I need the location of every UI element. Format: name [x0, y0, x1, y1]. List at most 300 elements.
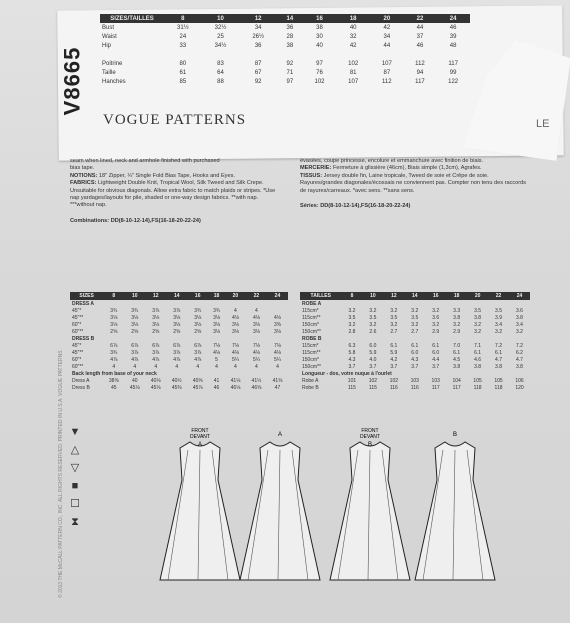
yardage-row-label: 115cm**	[302, 349, 321, 356]
yardage-group-row	[300, 300, 530, 307]
yardage-header-cell: TAILLES	[300, 292, 342, 300]
yardage-cell: 6⅞	[110, 342, 118, 349]
size-cell: 28	[286, 33, 294, 40]
size-cell: 38	[286, 42, 294, 49]
yardage-cell: 3¾	[131, 307, 139, 314]
yardage-cell: 3.8	[474, 363, 482, 370]
back-length-row	[70, 384, 288, 391]
size-row-label: Poitrine	[102, 60, 123, 67]
size-header-cell: 10	[202, 14, 240, 23]
yardage-cell: 2.9	[432, 328, 440, 335]
yardage-cell: 4⅞	[173, 356, 181, 363]
yardage-cell: 3.8	[453, 314, 461, 321]
back-length-row	[300, 384, 530, 391]
yardage-cell: 4	[276, 363, 279, 370]
size-cell: 44	[383, 42, 391, 49]
brand-logo: VOGUE PATTERNS	[103, 112, 247, 128]
yardage-cell: 3.2	[495, 328, 502, 335]
yardage-cell: 3.2	[474, 328, 482, 335]
yardage-cell: 3⅛	[273, 328, 281, 335]
yardage-cell: 3⅛	[152, 314, 160, 321]
yardage-cell: 2.6	[369, 328, 377, 335]
yardage-cell: 4⅛	[273, 314, 281, 321]
yardage-cell: 3⅛	[173, 321, 181, 328]
desc-line: bias tape.	[70, 165, 95, 172]
desc-line-fr: évasées, coupe princesse, encolure et emmanchure avec finition de biais.	[300, 158, 484, 164]
back-length-cell: 120	[515, 384, 524, 391]
legend-symbol-icon: ☐	[70, 498, 80, 510]
back-length-cell: 104	[452, 377, 461, 384]
yardage-cell: 7.2	[495, 342, 502, 349]
yardage-cell: 2⅝	[131, 328, 139, 335]
yardage-cell: 4⅞	[110, 356, 118, 363]
size-cell	[303, 50, 337, 59]
yardage-row	[300, 349, 530, 356]
size-cell: 34½	[214, 42, 227, 49]
french-description	[300, 158, 530, 210]
size-cell: 40	[316, 42, 323, 49]
size-row	[100, 77, 470, 86]
size-cell	[404, 50, 437, 59]
back-length-cell: 101	[347, 377, 357, 384]
back-length-cell: 40½	[171, 377, 182, 384]
yardage-cell: 4.7	[495, 356, 502, 363]
size-header-cell: 14	[277, 14, 303, 23]
yardage-cell: 3.2	[474, 321, 482, 328]
yardage-group-title: ROBE A	[302, 300, 322, 307]
yardage-cell: 3.9	[495, 314, 502, 321]
size-cell	[370, 50, 404, 59]
back-length-cell: 117	[452, 384, 461, 391]
yardage-cell: 4.6	[474, 356, 482, 363]
notions-text: 18" Zipper, ¼" Single Fold Bias Tape, Hooks and Eyes.	[98, 172, 235, 179]
dress-sketch	[240, 432, 320, 580]
yardage-cell: 3.2	[369, 307, 377, 314]
yardage-cell: 4⅞	[194, 356, 202, 363]
yardage-cell: 3.7	[348, 363, 356, 370]
yardage-cell: 2.9	[453, 328, 461, 335]
yardage-cell: 4.4	[432, 356, 440, 363]
yardage-row-label: 60"*	[72, 356, 82, 363]
size-cell: 42	[383, 24, 391, 31]
yardage-cell: 3.2	[348, 307, 356, 314]
yardage-cell: 3⅛	[231, 328, 239, 335]
legend-symbol-icon: ▽	[70, 462, 80, 474]
english-description	[70, 158, 280, 225]
yardage-group-row	[70, 300, 288, 307]
tissus-heading: TISSUS:	[300, 172, 323, 179]
fabrics-heading: FABRICS:	[70, 180, 97, 187]
series-text: Séries: DD(8-10-12-14),FS(16-18-20-22-24)	[300, 203, 411, 210]
yardage-row-label: 150cm*	[302, 321, 319, 328]
yardage-cell: 4	[234, 363, 237, 370]
size-cell: 92	[286, 60, 294, 67]
yardage-cell: 4⅛	[252, 349, 260, 356]
yardage-cell: 3⅞	[173, 349, 181, 356]
sketch-letter: A	[277, 432, 283, 438]
size-row	[100, 41, 470, 50]
size-cell: 99	[449, 69, 457, 76]
back-length-cell: 116	[389, 384, 398, 391]
yardage-cell: 4⅞	[131, 356, 139, 363]
size-row-label: Hip	[102, 42, 112, 49]
back-length-cell: 102	[368, 377, 378, 384]
yardage-row	[300, 363, 530, 370]
yardage-cell: 3⅛	[213, 321, 221, 328]
yardage-cell: 6.0	[411, 349, 419, 356]
yardage-header-cell: 12	[145, 292, 166, 300]
yardage-cell: 3.2	[411, 321, 419, 328]
yardage-cell: 4.3	[411, 356, 419, 363]
size-cell: 64	[217, 69, 224, 76]
yardage-row-label: 115cm*	[302, 342, 319, 349]
yardage-cell: 3⅞	[152, 307, 160, 314]
size-cell: 85	[179, 78, 187, 85]
combinations-text: Combinations: DD(8-10-12-14),FS(16-18-20-22-24)	[70, 217, 201, 224]
dress-sketch	[330, 428, 410, 580]
size-cell: 92	[254, 78, 262, 85]
yardage-row-label: 45"*	[72, 307, 82, 314]
tissus-text: Jersey double fin, Laine tropicale, Tweed de soie et Crêpe de soie. Rayures/grandes diagonales/écossais ne conviennent pas. Compter non tenu des raccords de rayures/carreaux. *avec sens. **sans sens.	[300, 172, 527, 194]
yardage-cell: 3⅜	[273, 321, 281, 328]
back-length-cell: 105	[473, 377, 482, 384]
yardage-cell: 3¾	[110, 349, 118, 356]
yardage-cell: 4	[175, 363, 179, 370]
legend-symbol-icon: ⧗	[71, 516, 79, 528]
size-header-label: SIZES/TAILLES	[100, 14, 164, 23]
back-length-label: Robe A	[302, 377, 319, 384]
yardage-cell: 4.2	[390, 356, 398, 363]
yardage-row	[70, 363, 288, 370]
yardage-group-title: DRESS B	[72, 335, 95, 342]
yardage-header-cell: 10	[124, 292, 145, 300]
yardage-header-cell: SIZES	[70, 292, 103, 300]
yardage-group-title: DRESS A	[72, 300, 95, 307]
dress-sketches	[140, 420, 560, 620]
back-length-cell: 41⅛	[230, 377, 241, 384]
yardage-cell: 3.8	[495, 363, 502, 370]
size-cell: 87	[383, 69, 391, 76]
yardage-cell: 3.5	[348, 314, 356, 321]
yardage-row	[300, 356, 530, 363]
size-cell: 25	[217, 33, 224, 40]
back-length-cell: 118	[494, 384, 503, 391]
yardage-cell: 3⅛	[131, 314, 139, 321]
size-header-cell: 16	[303, 14, 337, 23]
back-length-heading: Back length from base of your neck	[72, 370, 157, 377]
yardage-cell: 3⅛	[213, 314, 221, 321]
yardage-cell: 3.3	[453, 307, 461, 314]
yardage-cell: 3.2	[432, 321, 440, 328]
yardage-row-label: 45"**	[72, 349, 84, 356]
yardage-header-cell: 16	[187, 292, 208, 300]
yardage-row-label: 60"**	[72, 363, 84, 370]
back-length-cell: 116	[410, 384, 419, 391]
back-length-cell: 106	[515, 377, 524, 384]
yardage-row	[70, 342, 288, 349]
yardage-cell	[267, 307, 288, 314]
yardage-row	[300, 321, 530, 328]
yardage-header-cell: 16	[425, 292, 446, 300]
yardage-cell: 5	[215, 356, 218, 363]
yardage-row	[70, 314, 288, 321]
yardage-cell: 4⅞	[152, 356, 160, 363]
yardage-cell: 6.1	[390, 342, 398, 349]
yardage-cell: 3.2	[390, 307, 398, 314]
back-length-cell: 41½	[251, 377, 262, 384]
yardage-cell: 6.1	[453, 349, 461, 356]
back-length-row	[300, 377, 530, 384]
size-cell: 61	[179, 69, 187, 76]
yardage-cell: 2.8	[348, 328, 356, 335]
size-cell: 44	[416, 24, 424, 31]
yardage-cell: 7⅛	[273, 342, 281, 349]
yardage-row-label: 150cm**	[302, 363, 321, 370]
back-length-cell: 103	[431, 377, 440, 384]
size-cell: 76	[316, 69, 323, 76]
yardage-cell: 3.7	[369, 363, 377, 370]
yardage-row	[70, 349, 288, 356]
yardage-cell: 3.2	[432, 307, 440, 314]
back-length-cell: 46	[213, 384, 220, 391]
yardage-cell: 3⅛	[152, 321, 160, 328]
back-length-heading-row	[300, 370, 530, 377]
yardage-header-cell: 20	[467, 292, 488, 300]
yardage-cell: 3⅞	[131, 349, 139, 356]
back-length-cell: 117	[431, 384, 440, 391]
yardage-cell: 3.8	[516, 363, 523, 370]
size-cell: 97	[316, 60, 323, 67]
yardage-cell: 3.5	[411, 314, 419, 321]
yardage-cell: 7.1	[474, 342, 482, 349]
size-cell: 32	[349, 33, 357, 40]
symbol-legend	[68, 425, 90, 528]
yardage-cell: 4	[196, 363, 200, 370]
size-cell: 38	[316, 24, 323, 31]
size-cell: 122	[448, 78, 459, 85]
yardage-cell: 3.5	[390, 314, 398, 321]
size-cell: 102	[314, 78, 325, 85]
yardage-header-cell: 10	[362, 292, 383, 300]
yardage-cell: 4⅛	[273, 349, 281, 356]
style-number: V8665	[59, 46, 85, 116]
back-length-cell: 46⅛	[230, 384, 241, 391]
yardage-cell: 6.1	[495, 349, 502, 356]
yardage-cell: 3⅛	[231, 321, 239, 328]
size-cell	[239, 50, 277, 59]
yardage-cell: 4.3	[348, 356, 356, 363]
yardage-cell: 4⅛	[213, 349, 221, 356]
size-row	[100, 32, 470, 41]
yardage-row-label: 60"**	[72, 328, 84, 335]
size-cell: 24	[179, 33, 187, 40]
back-length-cell: 115	[347, 384, 356, 391]
yardage-cell: 5¼	[273, 356, 281, 363]
yardage-row-label: 60"*	[72, 321, 82, 328]
yardage-cell: 3.6	[516, 307, 523, 314]
yardage-cell: 6⅞	[173, 342, 181, 349]
yardage-cell: 4	[255, 363, 258, 370]
yardage-cell: 4	[112, 363, 116, 370]
yardage-cell: 3¾	[213, 307, 221, 314]
size-cell: 107	[348, 78, 359, 85]
size-header-cell: 22	[404, 14, 437, 23]
sketch-label-top: FRONT	[361, 428, 379, 434]
size-cell: 81	[349, 69, 357, 76]
sketch-letter: A	[197, 442, 203, 448]
yardage-row	[300, 314, 530, 321]
yardage-cell: 2.7	[390, 328, 398, 335]
yardage-cell: 3⅛	[131, 321, 139, 328]
size-row	[100, 68, 470, 77]
size-cell: 40	[349, 24, 357, 31]
size-cell: 42	[349, 42, 357, 49]
sketch-label-bottom: DEVANT	[190, 434, 210, 440]
size-cell: 88	[217, 78, 224, 85]
yardage-cell: 3.5	[495, 307, 502, 314]
size-cell: 34	[254, 24, 262, 31]
yardage-row-label: 150cm**	[302, 328, 321, 335]
yardage-cell: 3.5	[474, 307, 482, 314]
back-length-cell: 118	[473, 384, 482, 391]
yardage-cell: 3⅛	[252, 328, 260, 335]
yardage-cell: 4⅛	[252, 314, 260, 321]
yardage-row	[300, 342, 530, 349]
size-cell: 71	[286, 69, 294, 76]
size-cell: 94	[416, 69, 424, 76]
back-length-cell: 38⅝	[108, 377, 119, 384]
legend-symbol-icon: ▼	[69, 426, 81, 438]
yardage-cell: 3.2	[516, 328, 523, 335]
yardage-cell: 6⅞	[131, 342, 139, 349]
yardage-cell: 2⅝	[194, 328, 202, 335]
yardage-cell: 6⅞	[194, 342, 202, 349]
yardage-group-row	[70, 335, 288, 342]
yardage-cell: 3.5	[369, 314, 377, 321]
yardage-cell: 4	[133, 363, 137, 370]
size-cell: 30	[316, 33, 323, 40]
yardage-cell: 3⅛	[110, 321, 118, 328]
yardage-header-cell: 22	[488, 292, 509, 300]
yardage-cell: 3⅞	[173, 307, 181, 314]
yardage-cell: 4	[234, 307, 237, 314]
back-length-cell: 47	[274, 384, 281, 391]
notions-heading: NOTIONS:	[70, 172, 98, 179]
yardage-cell: 5.9	[390, 349, 398, 356]
yardage-header-cell: 20	[225, 292, 246, 300]
size-cell	[436, 50, 470, 59]
size-cell: 34	[383, 33, 391, 40]
flap-text: LE	[536, 118, 550, 130]
size-row-label: Hanches	[102, 78, 126, 85]
size-row	[100, 59, 470, 68]
yardage-cell: 4.0	[369, 356, 377, 363]
size-cell: 31½	[176, 24, 189, 31]
yardage-cell: 3.2	[390, 321, 398, 328]
size-cell: 117	[448, 60, 458, 67]
yardage-cell: 7⅛	[213, 342, 221, 349]
desc-line: seam when lined, neck and armhole finished with purchased	[70, 158, 220, 164]
yardage-cell: 3.2	[453, 321, 461, 328]
yardage-header-row	[70, 292, 288, 300]
back-length-cell: 102	[389, 377, 399, 384]
size-row-label: Waist	[102, 33, 117, 40]
yardage-cell: 7⅛	[231, 342, 239, 349]
yardage-row-label: 45"**	[72, 314, 84, 321]
yardage-cell: 5.8	[348, 349, 356, 356]
yardage-row	[300, 307, 530, 314]
yardage-cell: 4	[215, 363, 218, 370]
sketch-label-bottom: DEVANT	[360, 434, 380, 440]
yardage-cell: 3.2	[369, 321, 377, 328]
size-cell	[202, 50, 240, 59]
side-copyright: © 2013 THE McCALL PATTERN CO., INC. ALL RIGHTS RESERVED. PRINTED IN U.S.A. VOGUE PATTERNS	[58, 350, 64, 598]
size-cell: 112	[415, 60, 425, 67]
back-length-label: Robe B	[302, 384, 319, 391]
yardage-cell: 4	[154, 363, 158, 370]
dress-sketch	[415, 432, 495, 580]
yardage-row	[300, 328, 530, 335]
size-header-cell: 20	[370, 14, 404, 23]
yardage-cell: 3.7	[432, 363, 440, 370]
size-cell: 87	[254, 60, 262, 67]
size-cell: 46	[449, 24, 457, 31]
yardage-row	[70, 328, 288, 335]
legend-symbol-icon: △	[70, 444, 80, 456]
size-cell: 39	[449, 33, 457, 40]
yardage-header-cell: 22	[246, 292, 267, 300]
yardage-cell: 4.5	[453, 356, 461, 363]
yardage-cell: 3¾	[110, 307, 118, 314]
size-cell: 33	[179, 42, 187, 49]
size-cell: 46	[416, 42, 424, 49]
size-header-cell: 8	[164, 14, 202, 23]
yardage-cell: 3⅛	[110, 314, 118, 321]
yardage-cell: 3.8	[453, 363, 461, 370]
back-length-cell: 45⅞	[192, 384, 203, 391]
yardage-cell: 6.3	[348, 342, 356, 349]
dress-sketch	[160, 428, 240, 580]
back-length-cell: 41⅝	[272, 377, 283, 384]
size-cell: 112	[382, 78, 392, 85]
yardage-cell: 5¼	[252, 356, 260, 363]
yardage-cell: 6.1	[432, 342, 440, 349]
size-chart-table	[100, 14, 470, 86]
yardage-cell: 3⅛	[194, 321, 202, 328]
size-header-cell: 18	[336, 14, 370, 23]
size-cell: 48	[449, 42, 457, 49]
yardage-header-cell: 8	[342, 292, 363, 300]
yardage-cell: 5.9	[369, 349, 377, 356]
size-cell	[336, 50, 370, 59]
size-cell: 37	[416, 33, 424, 40]
size-cell: 97	[286, 78, 294, 85]
back-length-heading: Longueur - dos, votre nuque à l'ourlet	[302, 370, 392, 377]
yardage-header-row	[300, 292, 530, 300]
yardage-cell: 3.2	[348, 321, 356, 328]
yardage-cell: 5¼	[231, 356, 239, 363]
yardage-cell: 4⅛	[231, 314, 239, 321]
back-length-cell: 41	[213, 377, 220, 384]
yardage-table-french	[300, 292, 530, 391]
sketch-letter: B	[452, 432, 458, 438]
yardage-cell: 2⅝	[152, 328, 160, 335]
yardage-cell: 3⅞	[152, 349, 160, 356]
yardage-group-title: ROBE B	[302, 335, 322, 342]
yardage-cell: 3⅛	[252, 321, 260, 328]
yardage-row-label: 150cm*	[302, 356, 319, 363]
yardage-cell: 4	[255, 307, 258, 314]
